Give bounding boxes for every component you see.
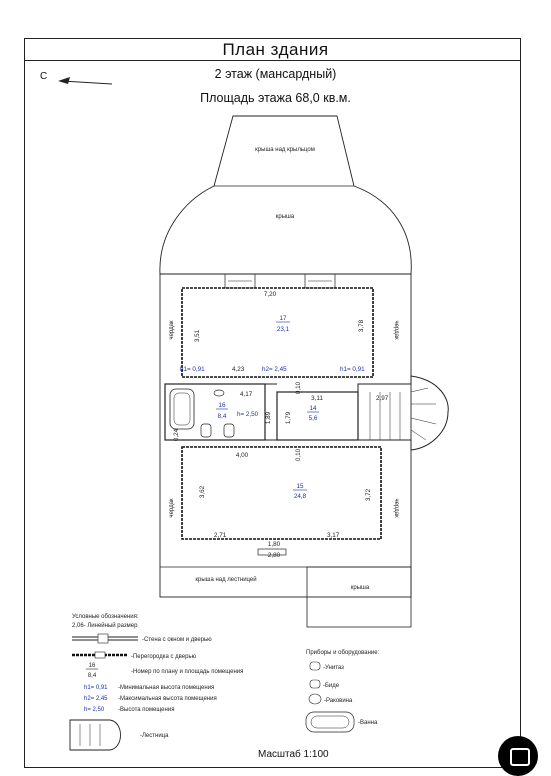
dim-362: 3,62 xyxy=(199,485,206,499)
dim-317: 3,17 xyxy=(327,532,340,539)
attic-label-4: чердак xyxy=(393,498,399,518)
roof-porch-label: крыша над крыльцом xyxy=(255,147,315,153)
legend-sink-icon xyxy=(309,694,321,704)
dim-280: 2,80 xyxy=(267,552,281,559)
legend-num-top: 16 xyxy=(88,663,96,669)
dim-311: 3,11 xyxy=(311,395,323,402)
dim-189: 1,89 xyxy=(265,411,272,425)
scale-label: Масштаб 1:100 xyxy=(258,749,329,760)
attic-label-2: чердак xyxy=(393,320,399,340)
room-16-area: 8,4 xyxy=(217,413,227,420)
floor-label: 2 этаж (мансардный) xyxy=(214,67,337,81)
dim-024: 0,24 xyxy=(173,428,180,442)
toilet-icon xyxy=(201,424,211,437)
dim-297: 2,97 xyxy=(376,395,389,402)
dim-271: 2,71 xyxy=(214,532,227,539)
bath-icon xyxy=(170,389,194,429)
room-16-number: 16 xyxy=(218,402,226,409)
dim-423: 4,23 xyxy=(232,366,245,373)
dim-180: 1,80 xyxy=(267,541,281,548)
room-14-number: 14 xyxy=(309,405,317,412)
bidet-icon xyxy=(224,424,234,437)
legend-h-text: -Высота помещения xyxy=(118,707,175,713)
attic-label-1: чердак xyxy=(169,320,175,340)
roof-bottom-label: крыша xyxy=(350,585,370,591)
north-label: С xyxy=(40,71,48,82)
legend-linear: 2,06- Линейный размер xyxy=(72,623,138,629)
legend-h1-text: -Минимальная высота помещения xyxy=(118,685,215,691)
roof-stairs-label: крыша над лестницей xyxy=(195,577,257,583)
legend-num-bottom: 8,4 xyxy=(87,673,97,679)
legend-h1: h1= 0,91 xyxy=(84,685,108,691)
app-badge-icon[interactable] xyxy=(498,736,538,776)
equipment-toilet: -Унитаз xyxy=(323,665,344,671)
dim-010a: 0,10 xyxy=(295,381,302,395)
h-250: h= 2,50 xyxy=(237,411,259,418)
legend-h2: h2= 2,45 xyxy=(84,696,108,702)
h2-label: h2= 2,45 xyxy=(262,366,287,373)
equipment-bath: -Ванна xyxy=(358,720,378,726)
equipment-bidet: -Биде xyxy=(323,683,340,689)
room-14-area: 5,6 xyxy=(308,415,318,422)
dim-351: 3,51 xyxy=(194,329,201,343)
dim-010b: 0,10 xyxy=(295,448,302,462)
north-arrow-icon xyxy=(58,77,112,84)
legend-bidet-icon xyxy=(310,680,320,688)
dim-417: 4,17 xyxy=(240,391,253,398)
roof-outline xyxy=(160,116,411,274)
staircase xyxy=(358,376,448,450)
dim-372: 3,72 xyxy=(365,488,372,502)
legend-number-label: -Номер по плану и площадь помещения xyxy=(131,669,244,675)
legend-heading: Условные обозначения: xyxy=(72,614,139,620)
roof-label: крыша xyxy=(275,214,295,220)
dim-720: 7,20 xyxy=(263,291,277,298)
legend-symbols xyxy=(70,634,138,750)
legend-h: h= 2,50 xyxy=(84,707,105,713)
dim-400: 4,00 xyxy=(235,452,249,459)
equipment-heading: Приборы и оборудование: xyxy=(306,650,380,656)
legend-toilet-icon xyxy=(310,662,320,670)
attic-label-3: чердак xyxy=(169,498,175,518)
room-15-number: 15 xyxy=(296,483,304,490)
room-15 xyxy=(182,447,381,539)
legend-h2-text: -Максимальная высота помещения xyxy=(118,696,217,702)
dim-378: 3,78 xyxy=(358,319,365,333)
room-17-number: 17 xyxy=(279,315,287,322)
sink-icon xyxy=(214,390,224,396)
legend-partition: -Перегородка с дверью xyxy=(131,654,197,660)
plan-title: План здания xyxy=(222,40,329,59)
h1-right: h1= 0,91 xyxy=(340,366,365,373)
room-15-area: 24,8 xyxy=(293,493,307,500)
legend-wall: -Стена с окном и дверью xyxy=(142,637,212,643)
h1-left: h1= 0,91 xyxy=(180,366,205,373)
equipment-sink: -Раковина xyxy=(324,698,353,704)
floor-area: Площадь этажа 68,0 кв.м. xyxy=(200,91,351,105)
dim-179: 1,79 xyxy=(285,411,292,425)
room-17-area: 23,1 xyxy=(276,326,290,333)
legend-bath-icon xyxy=(306,712,354,732)
legend-stairs: -Лестница xyxy=(140,733,169,739)
